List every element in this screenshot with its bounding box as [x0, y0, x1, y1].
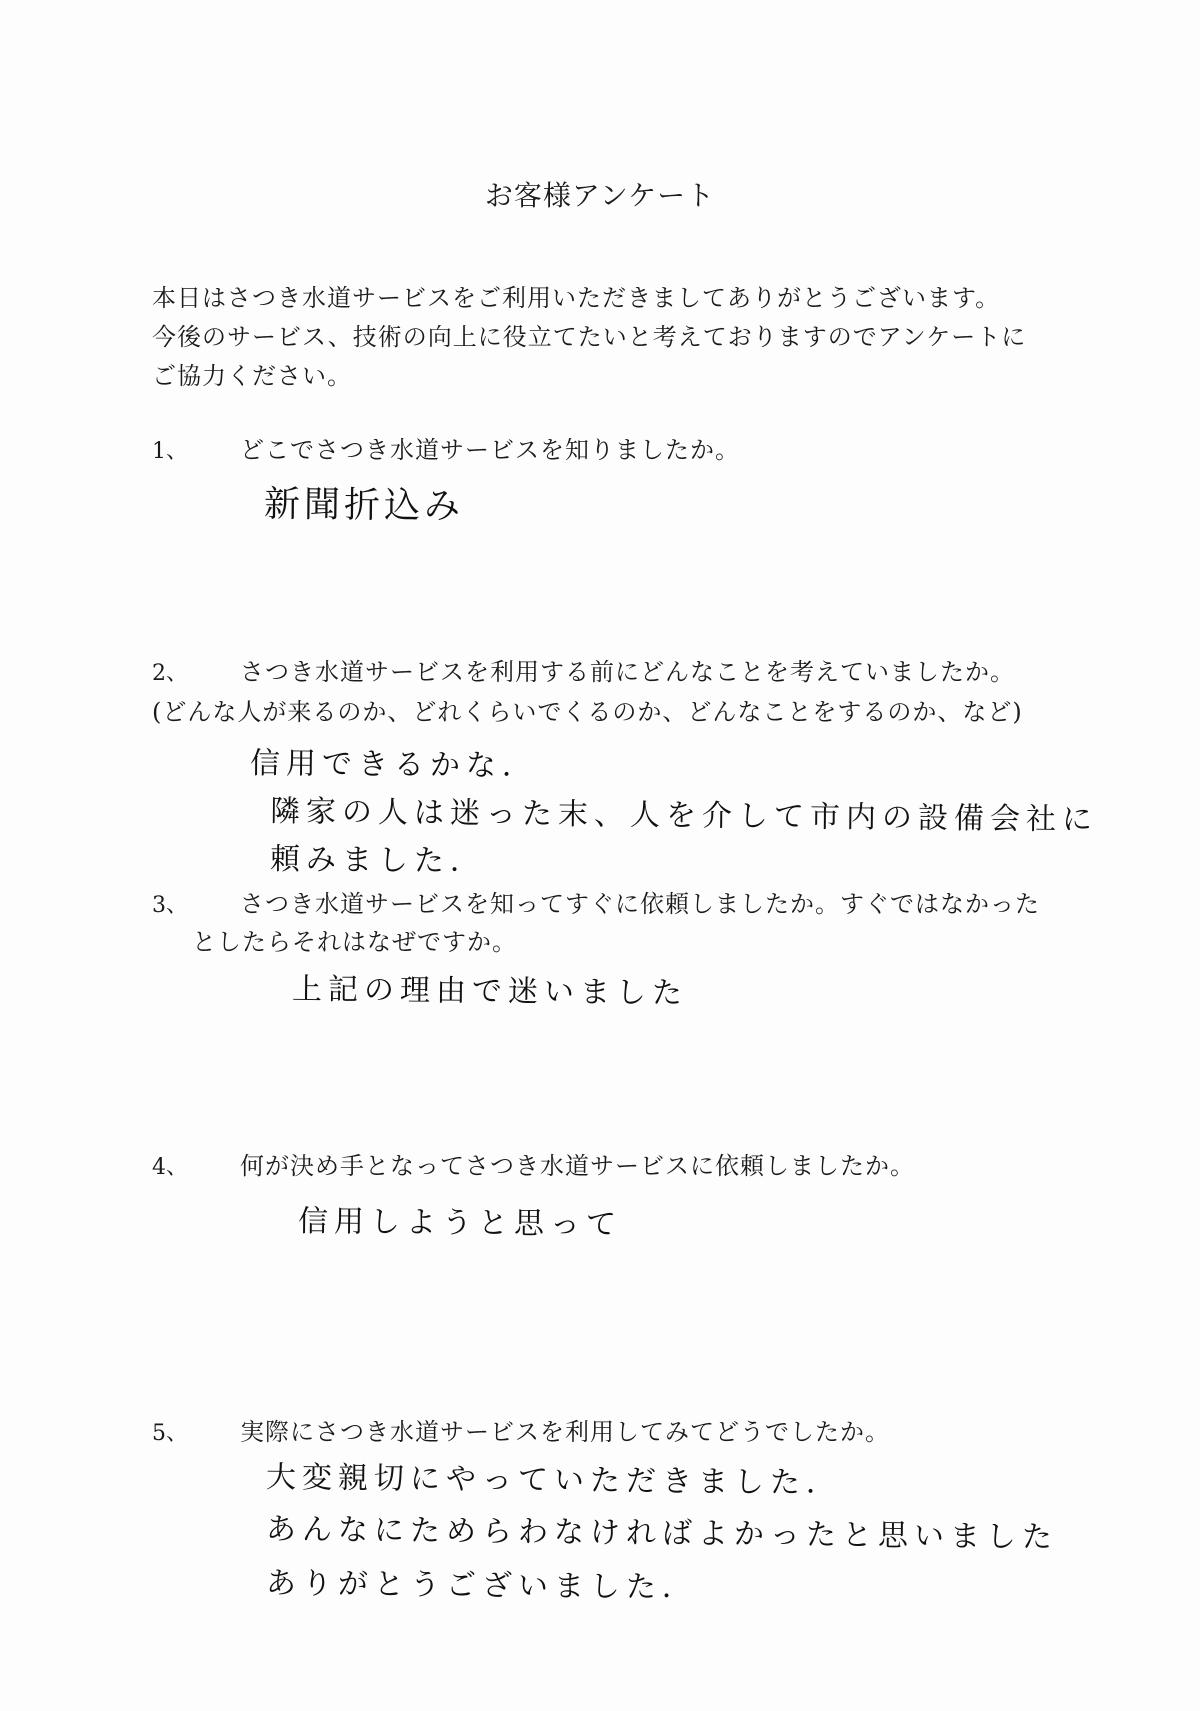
- question-2-text: さつき水道サービスを利用する前にどんなことを考えていましたか。: [240, 658, 1015, 686]
- question-3-number: 3、: [152, 893, 188, 918]
- question-3-subtext: としたらそれはなぜですか。: [192, 928, 517, 956]
- question-4-text: 何が決め手となってさつき水道サービスに依頼しましたか。: [240, 1152, 915, 1180]
- question-4-answer: 信用しようと思って: [297, 1204, 623, 1243]
- page-title: お客様アンケート: [484, 179, 716, 212]
- question-5-text: 実際にさつき水道サービスを利用してみてどうでしたか。: [240, 1418, 890, 1446]
- question-4-number: 4、: [152, 1155, 188, 1180]
- question-2-number: 2、: [152, 661, 188, 686]
- question-2-answer-3: 頼みました．: [269, 842, 487, 880]
- intro-line-2: 今後のサービス、技術の向上に役立てたいと考えておりますのでアンケートに: [152, 323, 1027, 351]
- question-3-text: さつき水道サービスを知ってすぐに依頼しましたか。すぐではなかった: [240, 890, 1040, 918]
- intro-line-3: ご協力ください。: [152, 362, 352, 390]
- intro-line-1: 本日はさつき水道サービスをご利用いただきましてありがとうございます。: [152, 284, 1001, 312]
- question-2-answer-1: 信用できるかな．: [249, 746, 539, 785]
- question-1-number: 1、: [152, 439, 188, 464]
- question-2-subtext: (どんな人が来るのか、どれくらいでくるのか、どんなことをするのか、など): [152, 698, 1023, 726]
- question-3-answer: 上記の理由で迷いました: [291, 972, 689, 1012]
- question-5-answer-2: あんなにためらわなければよかったと思いました: [265, 1512, 1059, 1556]
- question-1-answer: 新聞折込み: [263, 484, 465, 528]
- question-5-answer-1: 大変親切にやっていただきました．: [265, 1460, 843, 1502]
- question-5-answer-3: ありがとうございました．: [265, 1566, 699, 1606]
- question-1-text: どこでさつき水道サービスを知りましたか。: [240, 436, 740, 464]
- question-5-number: 5、: [152, 1421, 188, 1446]
- question-2-answer-2: 隣家の人は迷った末、人を介して市内の設備会社に: [269, 794, 1099, 838]
